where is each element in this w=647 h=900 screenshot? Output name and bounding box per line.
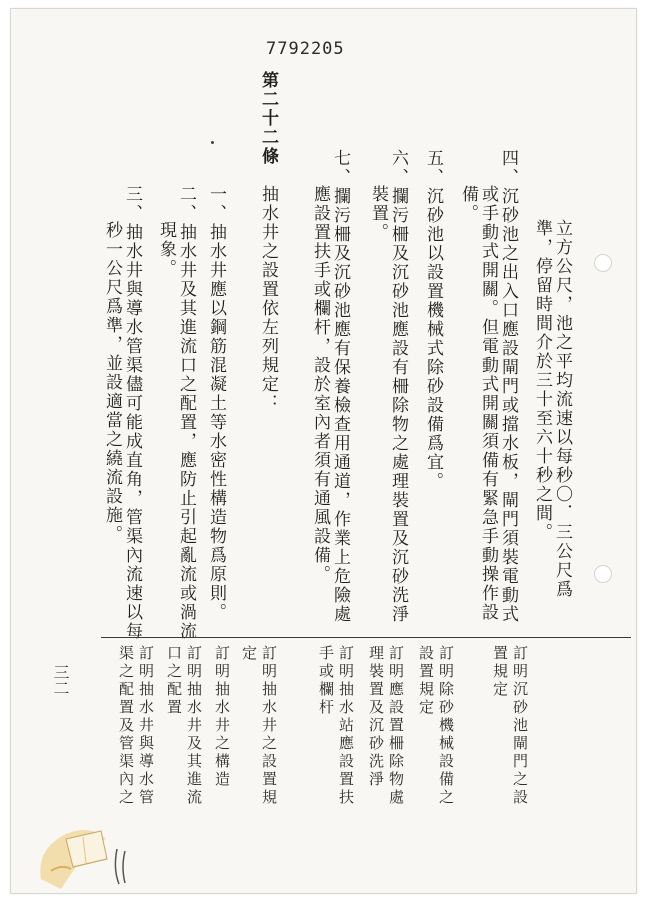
document-page	[10, 8, 637, 894]
margin-note: 訂明抽水井及其進流	[185, 645, 203, 807]
archive-logo-icon	[21, 809, 141, 899]
margin-note: 手或欄杆	[317, 645, 335, 717]
text-column: 立方公尺，池之平均流速以每秒〇．三公尺爲	[552, 219, 572, 599]
text-column: 裝置。	[368, 185, 388, 242]
stray-mark	[211, 141, 214, 144]
margin-note: 理裝置及沉砂洗淨	[367, 645, 385, 789]
margin-note: 置規定	[491, 645, 509, 699]
margin-note: 設置規定	[417, 645, 435, 717]
text-column: 應設置扶手或欄杆，設於室內者須有通風設備。	[310, 185, 330, 584]
text-column: 六、攔污柵及沉砂池應設有柵除物之處理裝置及沉砂洗淨	[388, 149, 408, 624]
binder-hole-bottom	[594, 565, 612, 583]
section-divider	[101, 637, 631, 638]
margin-note: 訂明抽水井之構造	[213, 645, 231, 789]
margin-note: 訂明抽水站應設置扶	[337, 645, 355, 807]
margin-note: 訂明除砂機械設備之	[437, 645, 455, 807]
margin-note: 口之配置	[165, 645, 183, 717]
margin-note: 訂明抽水井之設置規	[260, 645, 278, 807]
article-intro: 抽水井之設置依左列規定：	[258, 185, 278, 413]
text-column: 四、沉砂池之出入口應設閘門或擋水板，閘門須裝電動式	[498, 149, 518, 624]
margin-note: 訂明應設置柵除物處	[387, 645, 405, 807]
document-number: 7792205	[266, 39, 345, 59]
binder-hole-top	[594, 254, 612, 272]
item-column: 一、抽水井應以鋼筋混凝土等水密性構造物爲原則。	[206, 185, 226, 622]
margin-note: 訂明沉砂池閘門之設	[511, 645, 529, 807]
item-column: 二、抽水井及其進流口之配置，應防止引起亂流或渦流	[176, 185, 196, 641]
item-column: 現象。	[156, 221, 176, 278]
margin-note: 訂明抽水井與導水管	[137, 645, 155, 807]
page-number: 三二	[51, 664, 70, 696]
text-column: 備。	[458, 185, 478, 223]
text-column: 準，停留時間介於三十至六十秒之間。	[532, 219, 552, 542]
item-column: 秒一公尺爲準，並設適當之繞流設施。	[102, 221, 122, 544]
text-column: 七、攔污柵及沉砂池應有保養檢查用通道，作業上危險處	[330, 149, 350, 624]
item-column: 三、抽水井與導水管渠儘可能成直角，管渠內流速以每	[122, 185, 142, 641]
margin-note: 定	[240, 645, 258, 663]
text-column: 或手動式開關。但電動式開關須備有緊急手動操作設	[478, 185, 498, 622]
text-column: 五、沉砂池以設置機械式除砂設備爲宜。	[423, 149, 443, 491]
margin-note: 渠之配置及管渠內之	[117, 645, 135, 807]
article-title: 第二十二條	[258, 71, 278, 166]
